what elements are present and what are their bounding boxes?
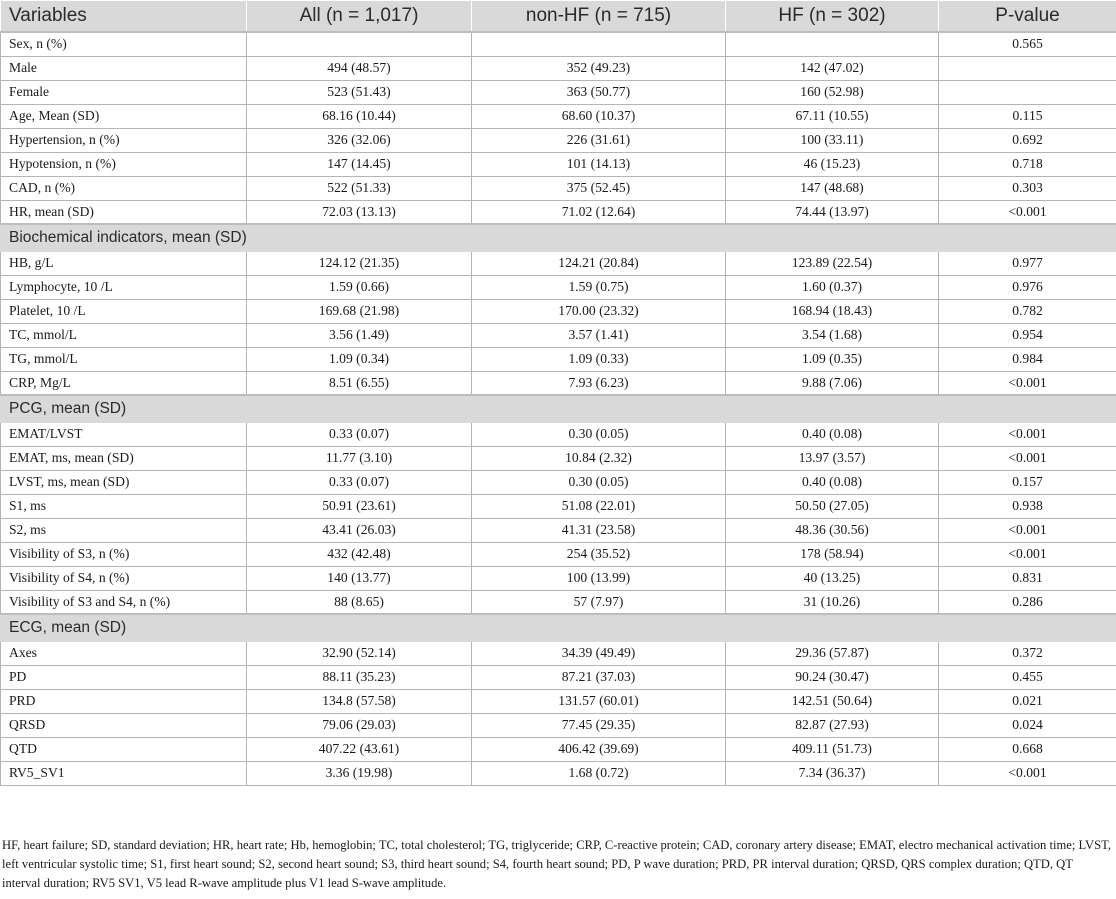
cell-all: 3.56 (1.49)	[247, 323, 472, 347]
cell-non-hf: 77.45 (29.35)	[472, 713, 726, 737]
cell-non-hf: 7.93 (6.23)	[472, 371, 726, 395]
header-p-value: P-value	[939, 1, 1116, 33]
cell-hf: 0.40 (0.08)	[726, 422, 939, 446]
table-row	[1, 56, 1116, 80]
cell-p-value: <0.001	[939, 371, 1116, 395]
table-row	[1, 128, 1116, 152]
table-row	[1, 347, 1116, 371]
table-row	[1, 32, 1116, 56]
cell-all: 494 (48.57)	[247, 56, 472, 80]
table-body	[1, 32, 1116, 785]
section-title: PCG, mean (SD)	[1, 395, 1116, 422]
cell-hf: 100 (33.11)	[726, 128, 939, 152]
cell-hf: 13.97 (3.57)	[726, 446, 939, 470]
cell-p-value	[939, 80, 1116, 104]
cell-all: 522 (51.33)	[247, 176, 472, 200]
cell-all: 50.91 (23.61)	[247, 494, 472, 518]
cell-non-hf: 3.57 (1.41)	[472, 323, 726, 347]
cell-variable: CRP, Mg/L	[1, 371, 247, 395]
cell-variable: TC, mmol/L	[1, 323, 247, 347]
table-row	[1, 737, 1116, 761]
cell-p-value: <0.001	[939, 518, 1116, 542]
table-row	[1, 176, 1116, 200]
table-footnote: HF, heart failure; SD, standard deviation; HR, heart rate; Hb, hemoglobin; TC, total cholesterol; TG, triglyceride; CRP, C-reactive protein; CAD, coronary artery disease; EMAT, electro mechanical activation time; LVST, left ventricular systolic time; S1, first heart sound; S2, second heart sound; S3, third heart sound; S4, fourth heart sound; PD, P wave duration; PRD, PR interval duration; QRSD, QRS complex duration; QTD, QT interval duration; RV5 SV1, V5 lead R-wave amplitude plus V1 lead S-wave amplitude.	[2, 838, 1112, 890]
cell-hf: 123.89 (22.54)	[726, 251, 939, 275]
cell-non-hf: 1.68 (0.72)	[472, 761, 726, 785]
table-row	[1, 371, 1116, 395]
cell-p-value: 0.455	[939, 665, 1116, 689]
cell-non-hf: 0.30 (0.05)	[472, 422, 726, 446]
cell-hf: 142.51 (50.64)	[726, 689, 939, 713]
cell-p-value: 0.565	[939, 32, 1116, 56]
cell-variable: RV5_SV1	[1, 761, 247, 785]
cell-all: 169.68 (21.98)	[247, 299, 472, 323]
cell-variable: EMAT/LVST	[1, 422, 247, 446]
section-title: ECG, mean (SD)	[1, 614, 1116, 641]
table-row	[1, 251, 1116, 275]
table-row	[1, 299, 1116, 323]
cell-all: 1.09 (0.34)	[247, 347, 472, 371]
cell-p-value: 0.938	[939, 494, 1116, 518]
cell-hf: 1.09 (0.35)	[726, 347, 939, 371]
cell-non-hf: 226 (31.61)	[472, 128, 726, 152]
table-row	[1, 104, 1116, 128]
cell-hf: 46 (15.23)	[726, 152, 939, 176]
cell-variable: QRSD	[1, 713, 247, 737]
cell-all: 0.33 (0.07)	[247, 470, 472, 494]
cell-all: 0.33 (0.07)	[247, 422, 472, 446]
cell-variable: CAD, n (%)	[1, 176, 247, 200]
cell-all: 432 (42.48)	[247, 542, 472, 566]
table-row	[1, 641, 1116, 665]
table-row	[1, 689, 1116, 713]
table-row	[1, 761, 1116, 785]
table-row	[1, 152, 1116, 176]
cell-hf: 29.36 (57.87)	[726, 641, 939, 665]
cell-all: 147 (14.45)	[247, 152, 472, 176]
cell-variable: Lymphocyte, 10 /L	[1, 275, 247, 299]
cell-hf: 178 (58.94)	[726, 542, 939, 566]
cell-non-hf: 51.08 (22.01)	[472, 494, 726, 518]
cell-p-value: 0.782	[939, 299, 1116, 323]
cell-p-value: 0.976	[939, 275, 1116, 299]
cell-all: 68.16 (10.44)	[247, 104, 472, 128]
table-row	[1, 566, 1116, 590]
cell-non-hf: 1.59 (0.75)	[472, 275, 726, 299]
cell-all: 32.90 (52.14)	[247, 641, 472, 665]
cell-p-value: 0.115	[939, 104, 1116, 128]
cell-non-hf: 352 (49.23)	[472, 56, 726, 80]
cell-non-hf: 10.84 (2.32)	[472, 446, 726, 470]
table-row	[1, 446, 1116, 470]
cell-all: 43.41 (26.03)	[247, 518, 472, 542]
cell-p-value: 0.024	[939, 713, 1116, 737]
cell-variable: Sex, n (%)	[1, 32, 247, 56]
table-row	[1, 200, 1116, 224]
cell-all: 140 (13.77)	[247, 566, 472, 590]
cell-non-hf: 406.42 (39.69)	[472, 737, 726, 761]
cell-non-hf: 254 (35.52)	[472, 542, 726, 566]
cell-non-hf	[472, 32, 726, 56]
cell-variable: LVST, ms, mean (SD)	[1, 470, 247, 494]
cell-non-hf: 71.02 (12.64)	[472, 200, 726, 224]
section-header-row	[1, 614, 1116, 641]
cell-variable: Hypertension, n (%)	[1, 128, 247, 152]
cell-hf: 0.40 (0.08)	[726, 470, 939, 494]
table-row	[1, 542, 1116, 566]
cell-p-value: 0.831	[939, 566, 1116, 590]
cell-p-value: 0.718	[939, 152, 1116, 176]
cell-variable: Visibility of S3, n (%)	[1, 542, 247, 566]
cell-p-value: <0.001	[939, 761, 1116, 785]
table-row	[1, 80, 1116, 104]
cell-p-value: <0.001	[939, 422, 1116, 446]
cell-non-hf: 68.60 (10.37)	[472, 104, 726, 128]
cell-hf: 409.11 (51.73)	[726, 737, 939, 761]
table-row	[1, 323, 1116, 347]
cell-variable: Axes	[1, 641, 247, 665]
table-row	[1, 422, 1116, 446]
cell-variable: PD	[1, 665, 247, 689]
cell-all: 523 (51.43)	[247, 80, 472, 104]
table-row	[1, 518, 1116, 542]
section-header-row	[1, 395, 1116, 422]
cell-variable: Visibility of S3 and S4, n (%)	[1, 590, 247, 614]
cell-non-hf: 124.21 (20.84)	[472, 251, 726, 275]
cell-non-hf: 363 (50.77)	[472, 80, 726, 104]
cell-hf	[726, 32, 939, 56]
cell-hf: 74.44 (13.97)	[726, 200, 939, 224]
cell-non-hf: 101 (14.13)	[472, 152, 726, 176]
header-variables: Variables	[1, 1, 247, 33]
cell-variable: EMAT, ms, mean (SD)	[1, 446, 247, 470]
cell-non-hf: 41.31 (23.58)	[472, 518, 726, 542]
cell-p-value: 0.303	[939, 176, 1116, 200]
cell-all: 88.11 (35.23)	[247, 665, 472, 689]
cell-variable: Age, Mean (SD)	[1, 104, 247, 128]
cell-p-value: 0.157	[939, 470, 1116, 494]
section-title: Biochemical indicators, mean (SD)	[1, 224, 1116, 251]
cell-variable: PRD	[1, 689, 247, 713]
cell-variable: S2, ms	[1, 518, 247, 542]
table-row	[1, 275, 1116, 299]
cell-p-value	[939, 56, 1116, 80]
cell-non-hf: 170.00 (23.32)	[472, 299, 726, 323]
cell-all	[247, 32, 472, 56]
cell-non-hf: 100 (13.99)	[472, 566, 726, 590]
cell-non-hf: 0.30 (0.05)	[472, 470, 726, 494]
table-row	[1, 590, 1116, 614]
header-hf: HF (n = 302)	[726, 1, 939, 33]
cell-hf: 90.24 (30.47)	[726, 665, 939, 689]
cell-all: 1.59 (0.66)	[247, 275, 472, 299]
cell-p-value: 0.021	[939, 689, 1116, 713]
header-all: All (n = 1,017)	[247, 1, 472, 33]
cell-variable: Platelet, 10 /L	[1, 299, 247, 323]
cell-hf: 82.87 (27.93)	[726, 713, 939, 737]
cell-non-hf: 375 (52.45)	[472, 176, 726, 200]
section-header-row	[1, 224, 1116, 251]
cell-all: 134.8 (57.58)	[247, 689, 472, 713]
cell-non-hf: 34.39 (49.49)	[472, 641, 726, 665]
cell-p-value: <0.001	[939, 446, 1116, 470]
cell-non-hf: 57 (7.97)	[472, 590, 726, 614]
cell-p-value: 0.954	[939, 323, 1116, 347]
cell-p-value: 0.977	[939, 251, 1116, 275]
cell-hf: 7.34 (36.37)	[726, 761, 939, 785]
cell-variable: Visibility of S4, n (%)	[1, 566, 247, 590]
cell-p-value: 0.984	[939, 347, 1116, 371]
cell-variable: S1, ms	[1, 494, 247, 518]
table-row	[1, 713, 1116, 737]
cell-variable: Female	[1, 80, 247, 104]
cell-all: 88 (8.65)	[247, 590, 472, 614]
cell-non-hf: 87.21 (37.03)	[472, 665, 726, 689]
cell-hf: 67.11 (10.55)	[726, 104, 939, 128]
cell-all: 326 (32.06)	[247, 128, 472, 152]
cell-all: 11.77 (3.10)	[247, 446, 472, 470]
cell-all: 8.51 (6.55)	[247, 371, 472, 395]
header-row	[1, 1, 1116, 33]
cell-hf: 1.60 (0.37)	[726, 275, 939, 299]
cell-hf: 48.36 (30.56)	[726, 518, 939, 542]
cell-variable: Hypotension, n (%)	[1, 152, 247, 176]
cell-hf: 9.88 (7.06)	[726, 371, 939, 395]
cell-p-value: 0.286	[939, 590, 1116, 614]
cell-hf: 40 (13.25)	[726, 566, 939, 590]
cell-hf: 3.54 (1.68)	[726, 323, 939, 347]
table-row	[1, 470, 1116, 494]
cell-all: 407.22 (43.61)	[247, 737, 472, 761]
cell-p-value: 0.372	[939, 641, 1116, 665]
cell-p-value: <0.001	[939, 542, 1116, 566]
cell-variable: HR, mean (SD)	[1, 200, 247, 224]
cell-variable: QTD	[1, 737, 247, 761]
cell-hf: 31 (10.26)	[726, 590, 939, 614]
cell-all: 124.12 (21.35)	[247, 251, 472, 275]
cell-variable: TG, mmol/L	[1, 347, 247, 371]
cell-variable: HB, g/L	[1, 251, 247, 275]
cell-hf: 147 (48.68)	[726, 176, 939, 200]
cell-non-hf: 131.57 (60.01)	[472, 689, 726, 713]
cell-hf: 168.94 (18.43)	[726, 299, 939, 323]
table-row	[1, 494, 1116, 518]
cell-p-value: 0.668	[939, 737, 1116, 761]
cell-all: 79.06 (29.03)	[247, 713, 472, 737]
cell-hf: 142 (47.02)	[726, 56, 939, 80]
header-non-hf: non-HF (n = 715)	[472, 1, 726, 33]
table-row	[1, 665, 1116, 689]
cell-hf: 160 (52.98)	[726, 80, 939, 104]
cell-all: 3.36 (19.98)	[247, 761, 472, 785]
cell-p-value: <0.001	[939, 200, 1116, 224]
cell-non-hf: 1.09 (0.33)	[472, 347, 726, 371]
cell-variable: Male	[1, 56, 247, 80]
cell-p-value: 0.692	[939, 128, 1116, 152]
cell-all: 72.03 (13.13)	[247, 200, 472, 224]
cell-hf: 50.50 (27.05)	[726, 494, 939, 518]
